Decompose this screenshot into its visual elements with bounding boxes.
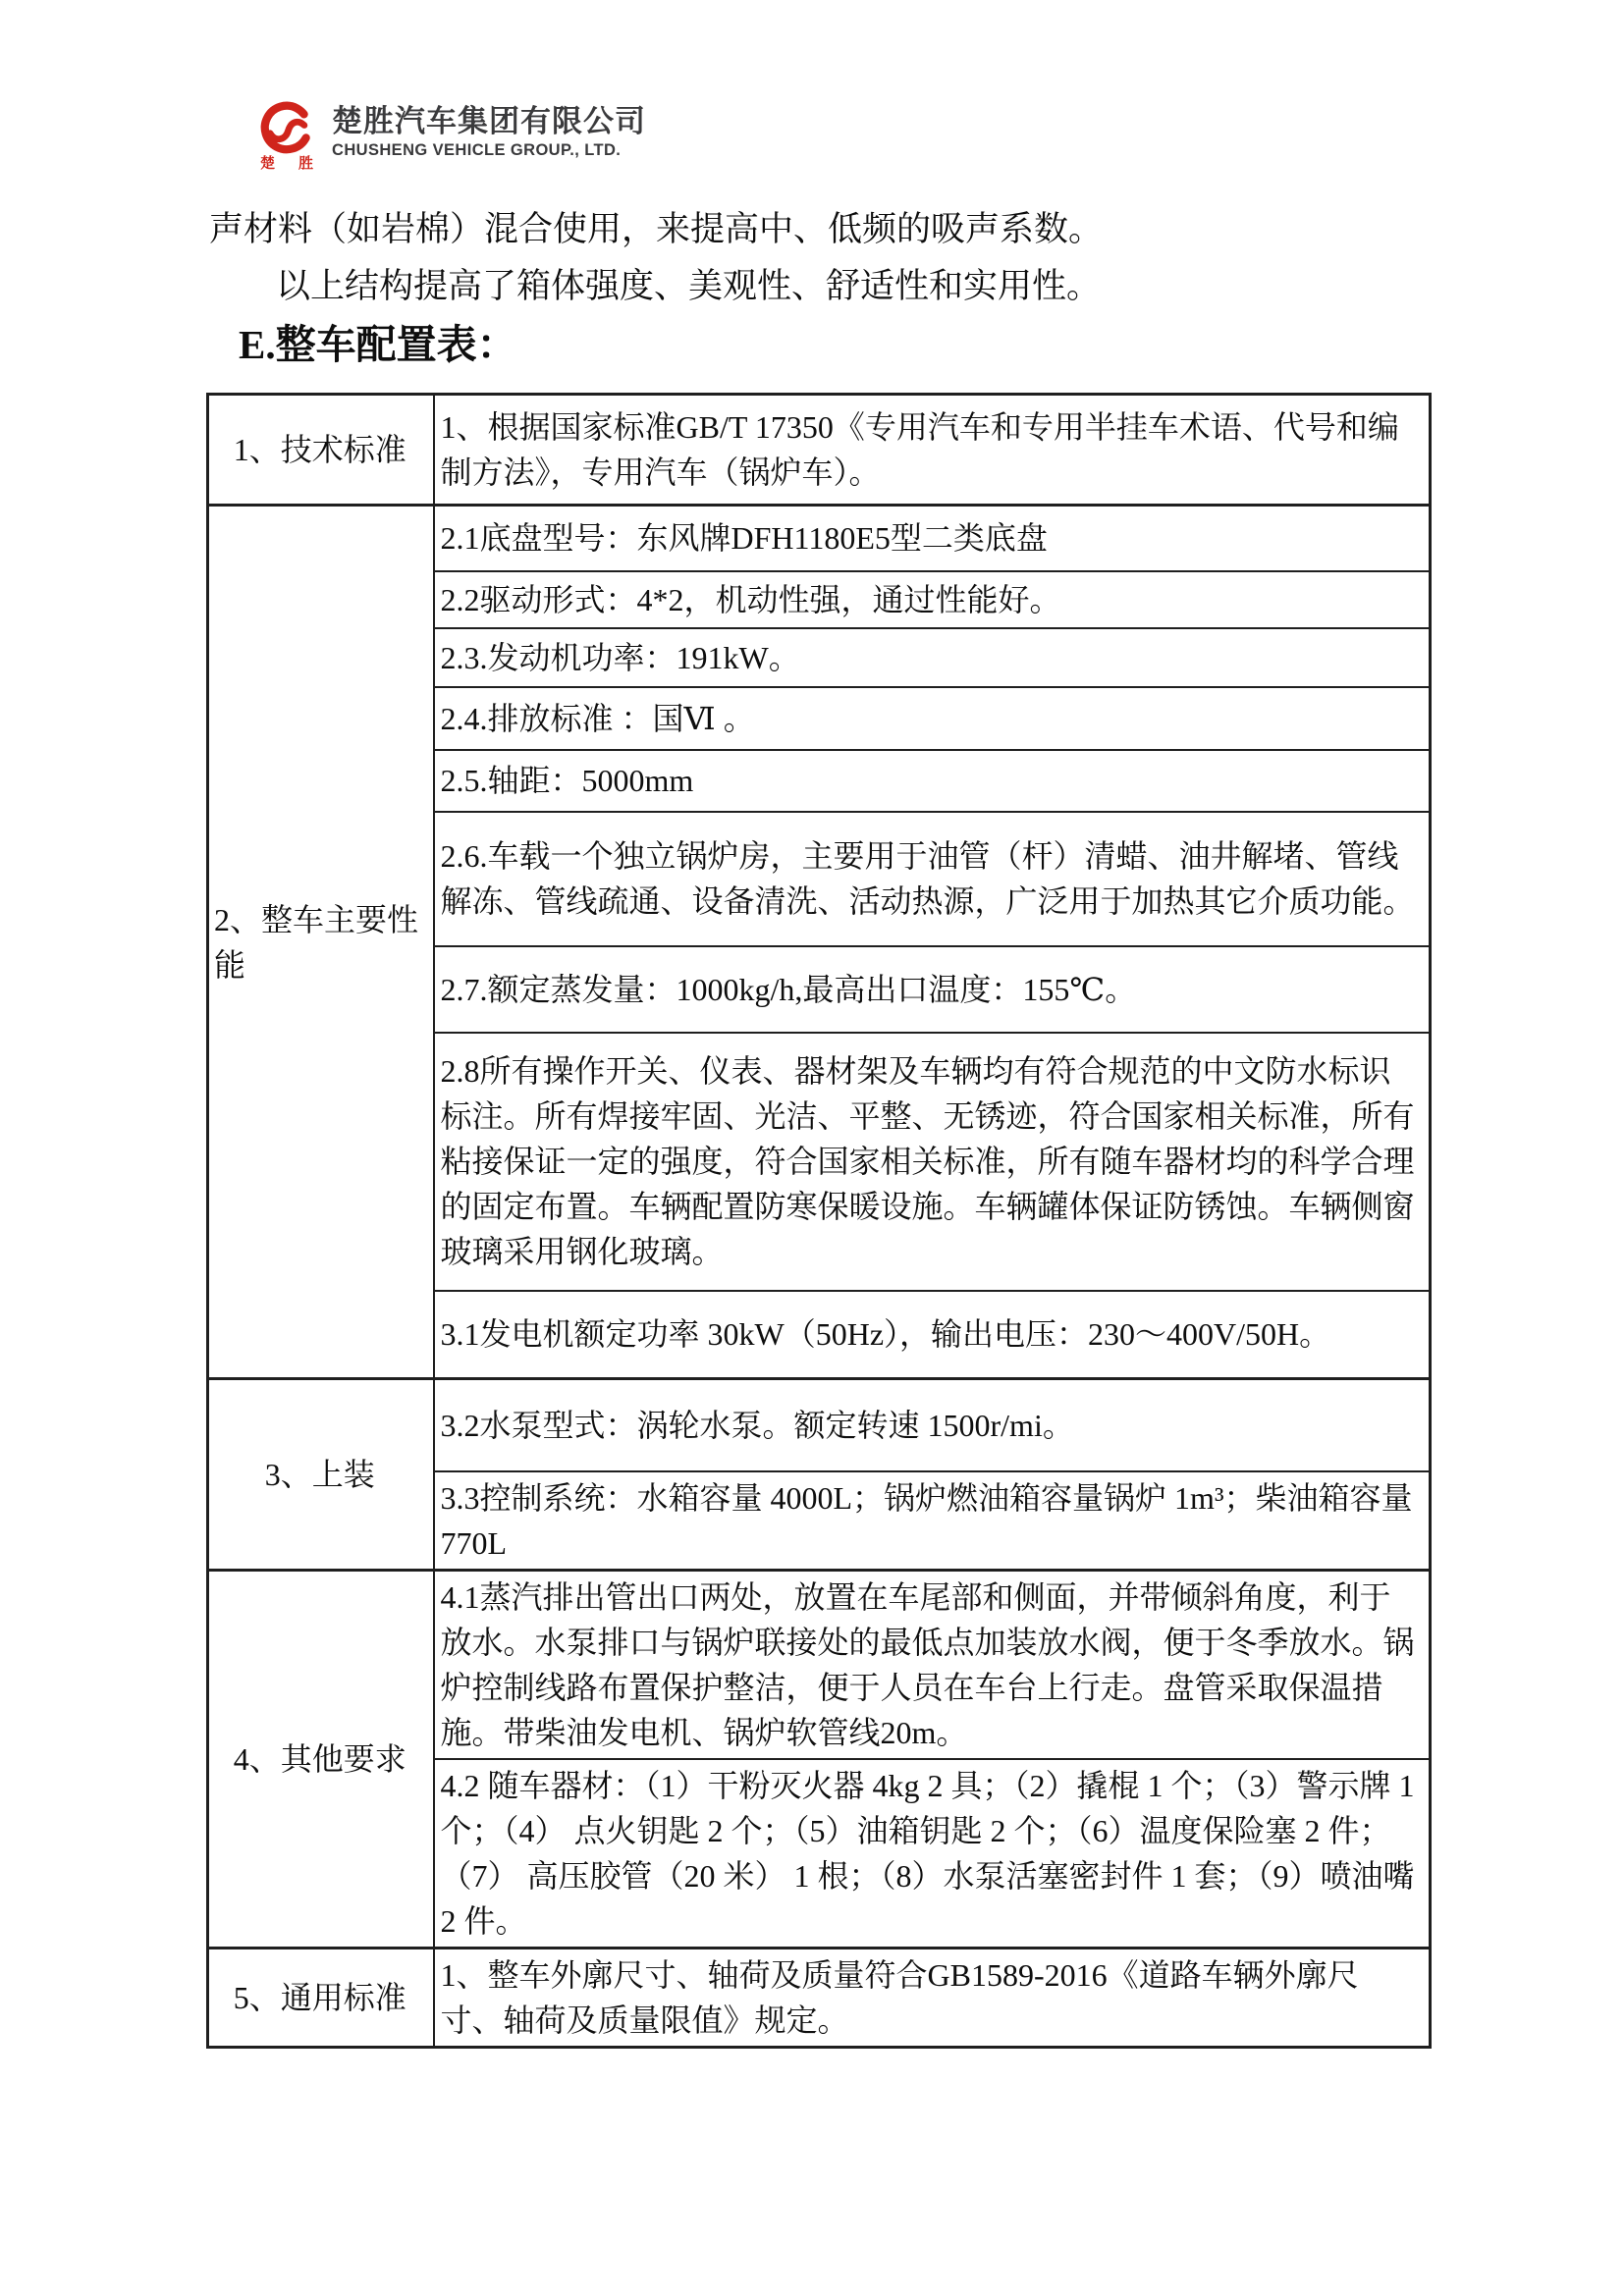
spec-cell: 2.4.排放标准 ：国Ⅵ 。 xyxy=(434,687,1431,750)
logo-emblem-icon xyxy=(258,98,315,155)
intro-line-1: 声材料（如岩棉）混合使用，来提高中、低频的吸声系数。 xyxy=(209,210,1104,248)
section-label-cell: 4、其他要求 xyxy=(208,1570,434,1948)
logo-caption-char-left: 楚 xyxy=(260,156,276,172)
configuration-table xyxy=(206,393,1432,2049)
spec-cell: 2.5.轴距：5000mm xyxy=(434,750,1431,812)
section-heading: E.整车配置表： xyxy=(239,322,517,367)
company-name-cn: 楚胜汽车集团有限公司 xyxy=(332,104,646,138)
company-logo xyxy=(258,98,319,172)
spec-cell: 1、根据国家标准GB/T 17350《专用汽车和专用半挂车术语、代号和编制方法》，专用汽车（锅炉车）。 xyxy=(434,395,1431,506)
spec-cell: 3.3控制系统：水箱容量 4000L；锅炉燃油箱容量锅炉 1m³；柴油箱容量 770L xyxy=(434,1471,1431,1571)
logo-caption xyxy=(260,156,313,172)
spec-cell: 2.7.额定蒸发量：1000kg/h,最高出口温度：155℃。 xyxy=(434,946,1431,1033)
section-label-cell: 2、整车主要性能 xyxy=(208,506,434,1379)
spec-cell: 2.3.发动机功率：191kW。 xyxy=(434,628,1431,687)
table-row xyxy=(208,1948,1431,2047)
spec-cell: 2.1底盘型号：东风牌DFH1180E5型二类底盘 xyxy=(434,506,1431,571)
spec-cell: 3.2水泵型式：涡轮水泵。额定转速 1500r/mi。 xyxy=(434,1379,1431,1471)
spec-cell: 2.8所有操作开关、仪表、器材架及车辆均有符合规范的中文防水标识标注。所有焊接牢固、光洁、平整、无锈迹，符合国家相关标准，所有粘接保证一定的强度，符合国家相关标准，所有随车器材均的科学合理的固定布置。车辆配置防寒保暖设施。车辆罐体保证防锈蚀。车辆侧窗玻璃采用钢化玻璃。 xyxy=(434,1033,1431,1291)
spec-cell: 4.1蒸汽排出管出口两处，放置在车尾部和侧面，并带倾斜角度，利于放水。水泵排口与锅炉联接处的最低点加装放水阀，便于冬季放水。锅炉控制线路布置保护整洁，便于人员在车台上行走。盘管采取保温措施。带柴油发电机、锅炉软管线20m。 xyxy=(434,1570,1431,1759)
section-label-cell: 5、通用标准 xyxy=(208,1948,434,2047)
spec-cell: 1、整车外廓尺寸、轴荷及质量符合GB1589-2016《道路车辆外廓尺寸、轴荷及质量限值》规定。 xyxy=(434,1948,1431,2047)
table-row xyxy=(208,1570,1431,1759)
spec-cell: 3.1发电机额定功率 30kW（50Hz），输出电压：230～400V/50H。 xyxy=(434,1291,1431,1379)
spec-cell: 4.2 随车器材：（1）干粉灭火器 4kg 2 具；（2）撬棍 1 个；（3）警示牌 1 个；（4） 点火钥匙 2 个；（5）油箱钥匙 2 个；（6）温度保险塞 2 件；（7） 高压胶管（20 米） 1 根；（8）水泵活塞密封件 1 套；（9）喷油嘴 2 件。 xyxy=(434,1759,1431,1949)
logo-caption-char-right: 胜 xyxy=(298,156,313,172)
section-label-cell: 3、上装 xyxy=(208,1379,434,1571)
table-row xyxy=(208,506,1431,571)
section-label-cell: 1、技术标准 xyxy=(208,395,434,506)
spec-cell: 2.2驱动形式：4*2，机动性强，通过性能好。 xyxy=(434,571,1431,628)
company-name-en: CHUSHENG VEHICLE GROUP., LTD. xyxy=(332,141,622,159)
spec-cell: 2.6.车载一个独立锅炉房，主要用于油管（杆）清蜡、油井解堵、管线解冻、管线疏通、设备清洗、活动热源，广泛用于加热其它介质功能。 xyxy=(434,812,1431,946)
table-row xyxy=(208,395,1431,506)
company-names xyxy=(332,104,646,160)
intro-line-2: 以上结构提高了箱体强度、美观性、舒适性和实用性。 xyxy=(276,267,1102,305)
table-row xyxy=(208,1379,1431,1471)
